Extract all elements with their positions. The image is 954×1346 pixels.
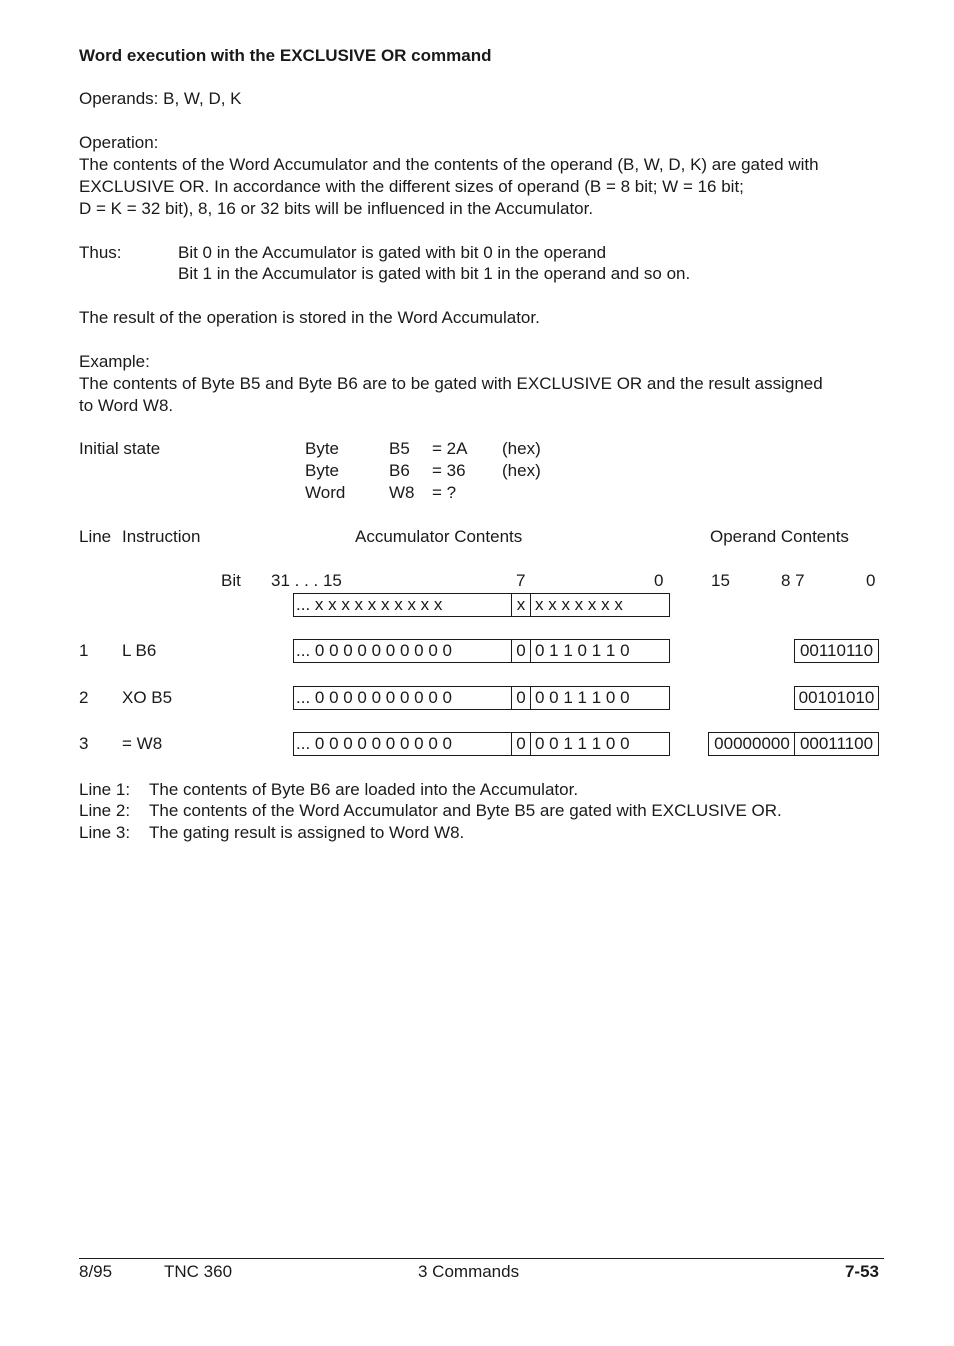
column-header-accumulator: Accumulator Contents [355,527,523,546]
operand-bit-15-label: 15 [711,571,730,590]
example-line: to Word W8. [79,396,174,415]
operand-low-byte: 00110110 [794,639,879,663]
initial-state-unit: (hex) [502,461,541,480]
footer-product: TNC 360 [164,1262,233,1281]
register-low-bits: x x x x x x x [530,593,670,617]
accumulator-bit-8: 0 [511,732,531,756]
accumulator-low-bits: 0 0 1 1 1 0 0 [530,686,670,710]
operand-bit-8-7-label: 8 7 [781,571,805,590]
initial-state-unit: (hex) [502,439,541,458]
note-label: Line 1: [79,780,131,799]
row-line-number: 1 [79,641,89,660]
initial-state-type: Byte [305,461,340,480]
row-line-number: 3 [79,734,89,753]
note-label: Line 3: [79,823,131,842]
initial-state-type: Word [305,483,346,502]
accumulator-low-bits: 0 1 1 0 1 1 0 [530,639,670,663]
initial-state-value: = 2A [432,439,468,458]
result-text: The result of the operation is stored in the Word Accumulator. [79,308,540,327]
thus-label: Thus: [79,243,122,262]
footer-divider [79,1258,884,1259]
page-number: 7-53 [844,1262,879,1281]
operation-line: D = K = 32 bit), 8, 16 or 32 bits will be influenced in the Accumulator. [79,199,594,218]
note-text: The gating result is assigned to Word W8. [149,823,465,842]
row-instruction: L B6 [122,641,157,660]
operand-bit-0-label: 0 [866,571,876,590]
operand-low-byte: 00101010 [794,686,879,710]
accumulator-high-bits: ... 0 0 0 0 0 0 0 0 0 0 [293,686,512,710]
example-line: The contents of Byte B5 and Byte B6 are to be gated with EXCLUSIVE OR and the result assigned [79,374,823,393]
initial-state-operand: W8 [389,483,415,502]
thus-line: Bit 1 in the Accumulator is gated with bit 1 in the operand and so on. [178,264,691,283]
page-title: Word execution with the EXCLUSIVE OR command [79,46,492,65]
initial-state-operand: B5 [389,439,410,458]
accumulator-bit-8: 0 [511,686,531,710]
column-header-line: Line [79,527,112,546]
register-bit-8: x [511,593,531,617]
accumulator-bit-8: 0 [511,639,531,663]
operand-high-byte: 00000000 [708,732,795,756]
row-instruction: XO B5 [122,688,173,707]
footer-date: 8/95 [79,1262,113,1281]
initial-state-operand: B6 [389,461,410,480]
operation-line: The contents of the Word Accumulator and the contents of the operand (B, W, D, K) are gated with [79,155,819,174]
register-high-bits: ... x x x x x x x x x x [293,593,512,617]
initial-state-value: = ? [432,483,457,502]
operands-text: Operands: B, W, D, K [79,89,242,108]
initial-state-type: Byte [305,439,340,458]
operand-low-byte: 00011100 [794,732,879,756]
column-header-operand: Operand Contents [710,527,849,546]
operation-line: EXCLUSIVE OR. In accordance with the different sizes of operand (B = 8 bit; W = 16 bit; [79,177,744,196]
bit-label: Bit [221,571,241,590]
initial-state-label: Initial state [79,439,161,458]
note-text: The contents of Byte B6 are loaded into the Accumulator. [149,780,579,799]
row-line-number: 2 [79,688,89,707]
bit-7-label: 7 [516,571,526,590]
row-instruction: = W8 [122,734,163,753]
column-header-instruction: Instruction [122,527,201,546]
accumulator-low-bits: 0 0 1 1 1 0 0 [530,732,670,756]
accumulator-high-bits: ... 0 0 0 0 0 0 0 0 0 0 [293,639,512,663]
note-label: Line 2: [79,801,131,820]
thus-line: Bit 0 in the Accumulator is gated with bit 0 in the operand [178,243,607,262]
bit-0-label: 0 [654,571,664,590]
note-text: The contents of the Word Accumulator and Byte B5 are gated with EXCLUSIVE OR. [149,801,782,820]
footer-chapter: 3 Commands [418,1262,520,1281]
example-label: Example: [79,352,150,371]
accumulator-high-bits: ... 0 0 0 0 0 0 0 0 0 0 [293,732,512,756]
initial-state-value: = 36 [432,461,466,480]
operation-label: Operation: [79,133,159,152]
bit-range-label: 31 . . . 15 [271,571,342,590]
